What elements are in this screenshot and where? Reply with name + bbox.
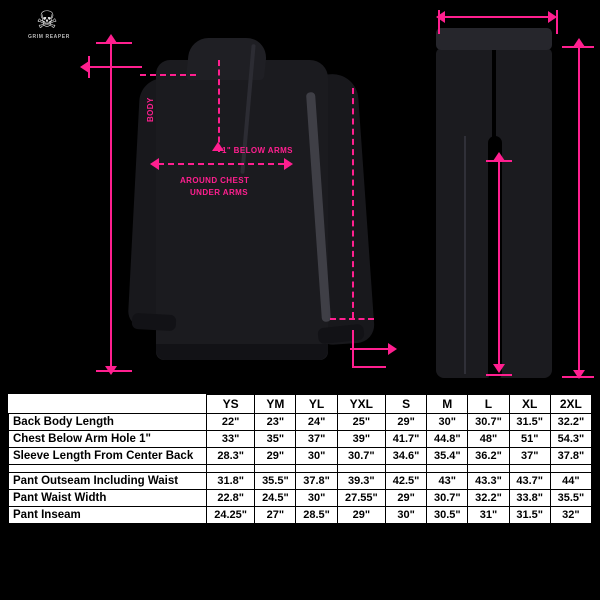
cell-value: 32.2": [468, 490, 509, 507]
jacket-sleeve-end-arrow: [388, 343, 397, 355]
cell-value: 27.55": [337, 490, 385, 507]
table-row: [9, 490, 592, 507]
label-body: BODY: [146, 97, 155, 122]
size-header-yxl: YXL: [337, 395, 385, 414]
cell-value: 31": [468, 507, 509, 524]
row-label-back-body-length: Back Body Length: [9, 414, 207, 431]
label-below-arms: 1" BELOW ARMS: [222, 146, 293, 155]
table-row: [9, 414, 592, 431]
cell-value: 30": [296, 490, 337, 507]
skull-icon: ☠: [36, 7, 58, 34]
brand-logo-text: GRIM REAPER: [28, 34, 70, 40]
brand-logo: [12, 8, 86, 52]
cell-value: 35.5": [550, 490, 591, 507]
spacer-cell: [255, 465, 296, 473]
cell-value: 30": [427, 414, 468, 431]
cell-value: 33.8": [509, 490, 550, 507]
cell-value: 34.6": [385, 448, 426, 465]
cell-value: 31.5": [509, 507, 550, 524]
cell-value: 39": [337, 431, 385, 448]
cell-value: 30": [385, 507, 426, 524]
spacer-cell: [296, 465, 337, 473]
table-row: [9, 448, 592, 465]
cell-value: 22.8": [207, 490, 255, 507]
size-header-xl: XL: [509, 395, 550, 414]
jacket-graphic: [128, 26, 380, 374]
spacer-cell: [207, 465, 255, 473]
size-header-2xl: 2XL: [550, 395, 591, 414]
table-body: [9, 414, 592, 524]
cell-value: 35.5": [255, 473, 296, 490]
size-header-ym: YM: [255, 395, 296, 414]
row-label-sleeve-length: Sleeve Length From Center Back: [9, 448, 207, 465]
cell-value: 37": [509, 448, 550, 465]
cell-value: 23": [255, 414, 296, 431]
cell-value: 28.5": [296, 507, 337, 524]
table-head: [9, 395, 592, 414]
spacer-cell: [427, 465, 468, 473]
jacket-hem: [156, 344, 328, 360]
cell-value: 37": [296, 431, 337, 448]
cell-value: 27": [255, 507, 296, 524]
spacer-cell: [509, 465, 550, 473]
spacer-cell: [337, 465, 385, 473]
jacket-body-length-tick-bottom: [96, 370, 132, 372]
jacket-torso: [156, 60, 328, 360]
cell-value: 31.8": [207, 473, 255, 490]
size-header-l: L: [468, 395, 509, 414]
cell-value: 32.2": [550, 414, 591, 431]
row-label-chest-below-arm-hole: Chest Below Arm Hole 1": [9, 431, 207, 448]
cell-value: 37.8": [296, 473, 337, 490]
table-header-row: [9, 395, 592, 414]
cell-value: 24": [296, 414, 337, 431]
cell-value: 30.7": [468, 414, 509, 431]
cell-value: 43": [427, 473, 468, 490]
cell-value: 51": [509, 431, 550, 448]
jacket-left-cuff: [132, 313, 177, 331]
cell-value: 25": [337, 414, 385, 431]
cell-value: 43.7": [509, 473, 550, 490]
cell-value: 37.8": [550, 448, 591, 465]
cell-value: 54.3": [550, 431, 591, 448]
cell-value: 29": [385, 490, 426, 507]
cell-value: 44.8": [427, 431, 468, 448]
spacer-cell: [9, 465, 207, 473]
cell-value: 39.3": [337, 473, 385, 490]
label-around-chest: AROUND CHEST: [180, 176, 250, 185]
table-row: [9, 431, 592, 448]
jacket-body-length-line: [110, 42, 112, 372]
cell-value: 43.3": [468, 473, 509, 490]
pants-outseam-line: [578, 46, 580, 376]
table-row: [9, 473, 592, 490]
cell-value: 28.3": [207, 448, 255, 465]
cell-value: 24.25": [207, 507, 255, 524]
pants-right-leg: [496, 48, 552, 378]
cell-value: 30.7": [337, 448, 385, 465]
spacer-cell: [468, 465, 509, 473]
cell-value: 31.5": [509, 414, 550, 431]
jacket-body-length-arrow-top: [105, 34, 117, 43]
cell-value: 29": [385, 414, 426, 431]
cell-value: 36.2": [468, 448, 509, 465]
jacket-body-length-tick-top: [96, 42, 132, 44]
pants-graphic: [418, 16, 578, 384]
row-label-pant-inseam: Pant Inseam: [9, 507, 207, 524]
size-header-ys: YS: [207, 395, 255, 414]
cell-value: 22": [207, 414, 255, 431]
sleeve-length-left-tick: [88, 56, 90, 78]
cell-value: 30": [296, 448, 337, 465]
table-group-spacer: [9, 465, 592, 473]
sleeve-length-arrow-left: [80, 61, 89, 73]
size-chart-table: [8, 394, 592, 524]
cell-value: 44": [550, 473, 591, 490]
jacket-collar: [186, 38, 268, 80]
pants-waistband: [436, 28, 552, 50]
row-label-pant-outseam: Pant Outseam Including Waist: [9, 473, 207, 490]
label-under-arms: UNDER ARMS: [190, 188, 248, 197]
size-header-yl: YL: [296, 395, 337, 414]
cell-value: 29": [255, 448, 296, 465]
cell-value: 41.7": [385, 431, 426, 448]
cell-value: 35": [255, 431, 296, 448]
pants-leg-seam: [464, 136, 466, 374]
jacket-body-length-arrow-bottom: [105, 366, 117, 375]
cell-value: 29": [337, 507, 385, 524]
table-row: [9, 507, 592, 524]
cell-value: 30.5": [427, 507, 468, 524]
table-corner-cell: [9, 395, 207, 414]
size-header-s: S: [385, 395, 426, 414]
cell-value: 35.4": [427, 448, 468, 465]
cell-value: 24.5": [255, 490, 296, 507]
spacer-cell: [385, 465, 426, 473]
cell-value: 33": [207, 431, 255, 448]
spacer-cell: [550, 465, 591, 473]
size-header-m: M: [427, 395, 468, 414]
cell-value: 48": [468, 431, 509, 448]
cell-value: 42.5": [385, 473, 426, 490]
cell-value: 32": [550, 507, 591, 524]
row-label-pant-waist-width: Pant Waist Width: [9, 490, 207, 507]
cell-value: 30.7": [427, 490, 468, 507]
pants-inseam-gap: [488, 136, 502, 380]
